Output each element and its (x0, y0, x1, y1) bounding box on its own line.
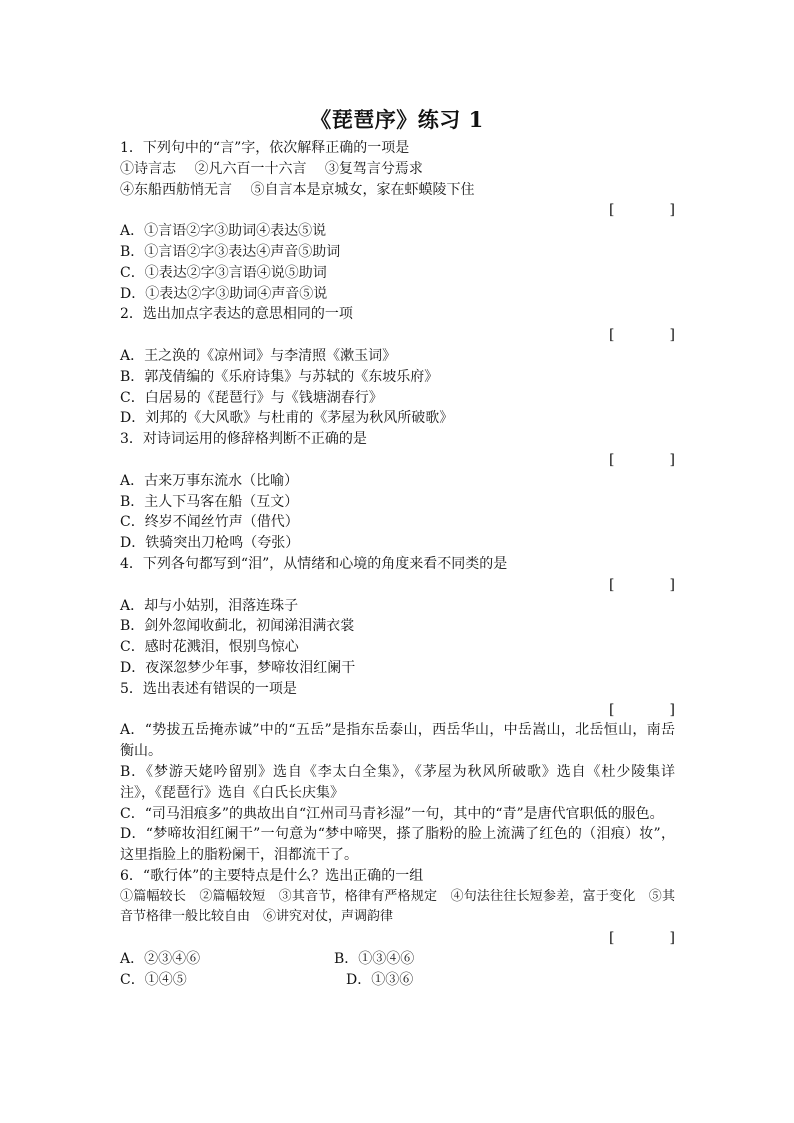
question-items: ①篇幅较长 ②篇幅较短 ③其音节，格律有严格规定 ④句法往往长短参差，富于变化 ⑤其音节格律一般比较自由 ⑥讲究对仗，声调韵律 (120, 888, 675, 925)
answer-bracket (120, 325, 675, 346)
bracket-open: [ (609, 930, 615, 947)
question-stem: 2．选出加点字表达的意思相同的一项 (120, 306, 353, 323)
option: C．①表达②字③言语④说⑤助词 (120, 264, 327, 281)
option: B．《梦游天姥吟留别》选自《李太白全集》，《茅屋为秋风所破歌》选自《杜少陵集详注》，《琵琶行》选自《白氏长庆集》 (120, 763, 675, 801)
option: B．①③④⑥ (334, 951, 415, 968)
option: C．“司马泪痕多”的典故出自“江州司马青衫湿”一句，其中的“青”是唐代官职低的服色。 (120, 805, 664, 822)
answer-bracket (120, 928, 675, 949)
option: B．主人下马客在船（互文） (120, 493, 299, 510)
question-3 (120, 429, 675, 554)
bracket-close: ] (669, 576, 675, 593)
option: D．刘邦的《大风歌》与杜甫的《茅屋为秋风所破歌》 (120, 410, 454, 427)
question-items: ①诗言志 ②凡六百一十六言 ③复驾言兮焉求 (120, 160, 423, 177)
option: B．郭茂倩编的《乐府诗集》与苏轼的《东坡乐府》 (120, 368, 439, 385)
question-6 (120, 866, 675, 991)
bracket-close: ] (669, 327, 675, 344)
question-1 (120, 138, 675, 304)
question-2 (120, 304, 675, 429)
option: B．①言语②字③表达④声音⑤助词 (120, 243, 341, 260)
bracket-close: ] (669, 701, 675, 718)
option: A．古来万事东流水（比喻） (120, 472, 299, 489)
question-4 (120, 554, 675, 679)
option-row (120, 949, 675, 970)
option: D．“梦啼妆泪红阑干”一句意为“梦中啼哭，搽了脂粉的脸上流满了红色的（泪痕）妆”，这里指脸上的脂粉阑干，泪都流干了。 (120, 826, 675, 864)
answer-bracket (120, 700, 675, 721)
bracket-close: ] (669, 930, 675, 947)
option: D．①③⑥ (346, 971, 414, 988)
option: A．王之涣的《凉州词》与李清照《漱玉词》 (120, 347, 397, 364)
bracket-close: ] (669, 202, 675, 219)
option-row (120, 970, 675, 991)
option: A．②③④⑥ (120, 951, 201, 968)
question-stem: 3．对诗词运用的修辞格判断不正确的是 (120, 431, 367, 448)
question-stem: 5．选出表述有错误的一项是 (120, 680, 297, 697)
question-stem: 1．下列句中的“言”字，依次解释正确的一项是 (120, 140, 410, 156)
bracket-close: ] (669, 451, 675, 468)
answer-bracket (120, 450, 675, 471)
bracket-open: [ (609, 576, 615, 593)
option: D．①表达②字③助词④声音⑤说 (120, 285, 328, 302)
question-list (120, 138, 675, 991)
option: B．剑外忽闻收蓟北，初闻涕泪满衣裳 (120, 618, 355, 635)
option: D．夜深忽梦少年事，梦啼妆泪红阑干 (120, 659, 356, 676)
option: C．①④⑤ (120, 971, 187, 988)
question-items: ④东船西舫悄无言 ⑤自言本是京城女，家在虾蟆陵下住 (120, 181, 475, 198)
bracket-open: [ (609, 451, 615, 468)
option: A．“势拔五岳掩赤诚”中的“五岳”是指东岳泰山，西岳华山，中岳嵩山，北岳恒山，南岳衡山。 (120, 722, 675, 760)
answer-bracket (120, 200, 675, 221)
bracket-open: [ (609, 701, 615, 718)
option: C．感时花溅泪，恨别鸟惊心 (120, 639, 299, 656)
bracket-open: [ (609, 202, 615, 219)
page-title: 《琵琶序》练习 1 (310, 107, 484, 132)
answer-bracket (120, 575, 675, 596)
question-stem: 6．“歌行体”的主要特点是什么？选出正确的一组 (120, 867, 424, 884)
option: C．终岁不闻丝竹声（借代） (120, 514, 299, 531)
bracket-open: [ (609, 327, 615, 344)
option: A．①言语②字③助词④表达⑤说 (120, 223, 327, 240)
option: A．却与小姑别，泪落连珠子 (120, 597, 299, 614)
question-stem: 4．下列各句都写到“泪”，从情绪和心境的角度来看不同类的是 (120, 555, 508, 572)
option: C．白居易的《琵琶行》与《钱塘湖春行》 (120, 389, 383, 406)
option: D．铁骑突出刀枪鸣（夸张） (120, 535, 300, 552)
question-5 (120, 679, 675, 866)
